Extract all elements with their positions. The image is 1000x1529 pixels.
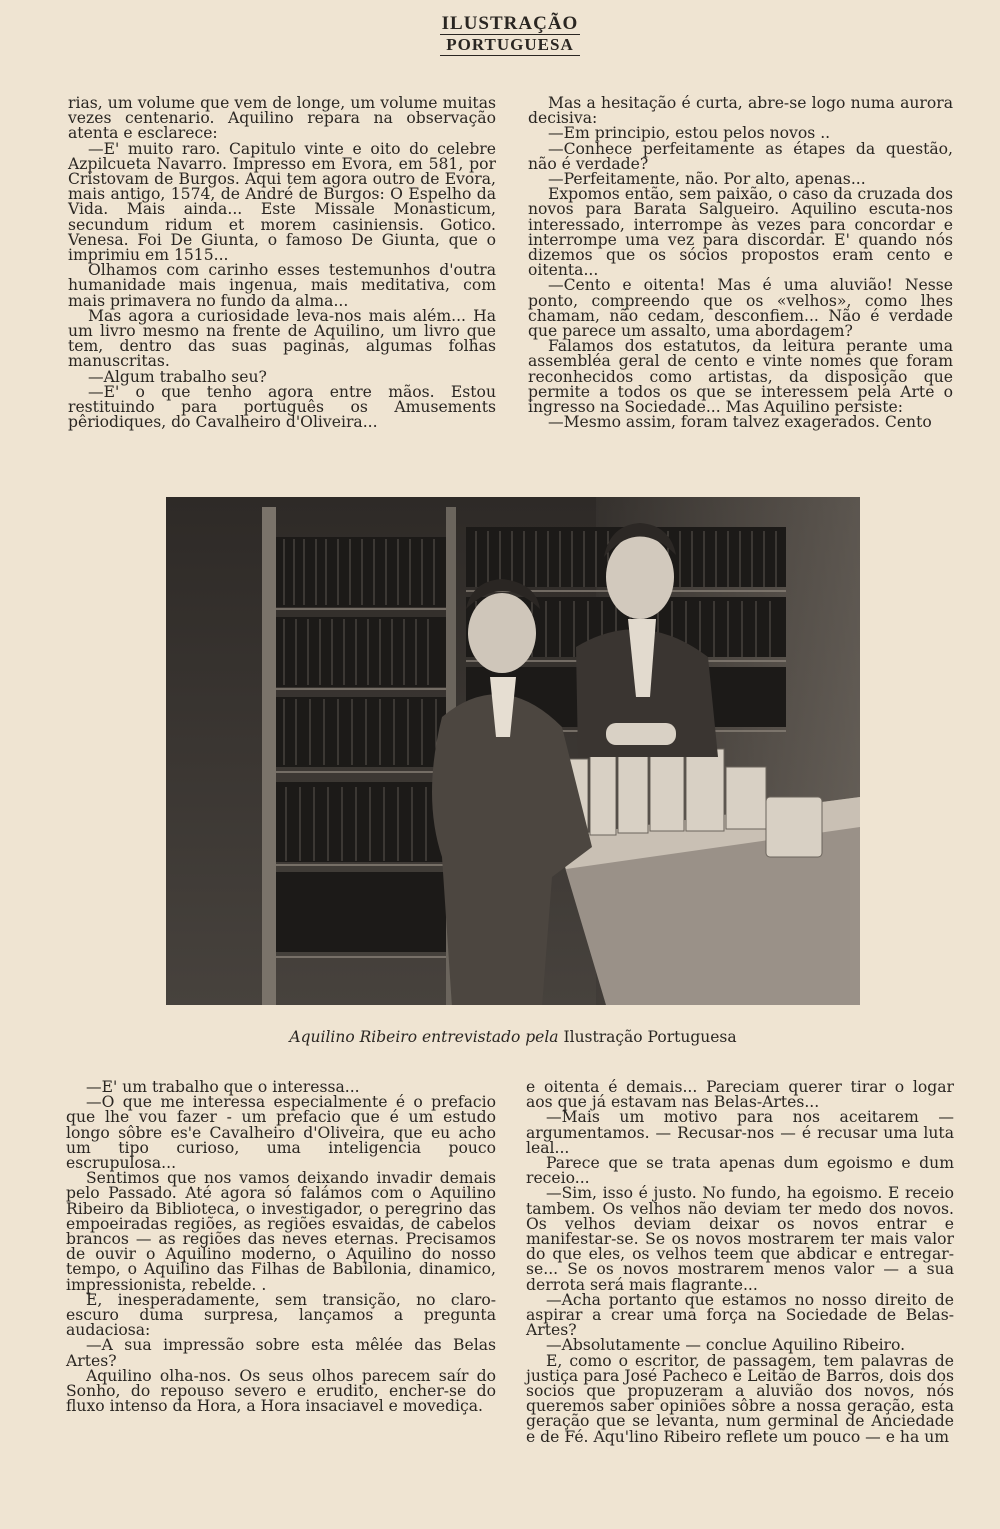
paragraph: —O que me interessa especialmente é o prefacio que lhe vou fazer - um prefacio que é um estudo longo sôbre es'e Cavalheiro d'Oliveira, que eu acho um tipo curioso, uma inteligencia pouco escrupulosa... [66,1093,496,1173]
paragraph: —Mesmo assim, foram talvez exagerados. Cento [548,413,932,432]
paragraph: —A sua impressão sobre esta mêlée das Belas Artes? [66,1336,496,1370]
paragraph: —Acha portanto que estamos no nosso direito de aspirar a crear uma força na Sociedade de Belas-Artes? [526,1290,954,1340]
paragraph: Olhamos com carinho esses testemunhos d'outra humanidade mais ingenua, mais meditativa, com mais primavera no fundo da alma... [68,261,496,310]
paragraph: Sentimos que nos vamos deixando invadir demais pelo Passado. Até agora só falámos com o Aquilino Ribeiro da Biblioteca, o investigador, o peregrino das empoeiradas regiões, as regiões esvaidas, de cabelos brancos — as regiões das neves eternas. Precisamos de ouvir o Aquilino moderno, o Aquilino do nosso tempo, o Aquilino das Filhas de Babilonia, dinamico, impressionista, rebelde. . [66,1169,496,1294]
paragraph: —Mais um motivo para nos aceitarem — argumentamos. — Recusar-nos — é recusar uma luta leal... [526,1108,954,1157]
column-bottom-left [66,1080,496,1414]
column-top-left [68,96,496,430]
masthead-line2: PORTUGUESA [440,34,580,56]
library-photo [166,497,860,1005]
masthead-logo [440,14,580,60]
caption-publication: Ilustração Portuguesa [563,1028,737,1046]
photo-caption [166,1028,860,1046]
column-bottom-right [526,1080,954,1445]
paragraph: —Absolutamente — conclue Aquilino Ribeiro. [546,1336,906,1355]
paragraph: Mas agora a curiosidade leva-nos mais além... Ha um livro mesmo na frente de Aquilino, um livro que tem, dentro das suas paginas, algumas folhas manuscritas. [68,306,496,371]
caption-italic: Aquilino Ribeiro entrevistado pela [289,1028,559,1046]
paragraph: Parece que se trata apenas dum egoismo e dum receio... [526,1154,954,1188]
paragraph: E, como o escritor, de passagem, tem palavras de justiça para José Pacheco e Leitão de Barros, dois dos socios que propuzeram a aluvião dos novos, nós queremos saber opiniões sôbre a nossa geração, esta geração que se levanta, num germinal de Anciedade e de Fé. Aqu'lino Ribeiro reflete um pouco — e ha um [526,1351,954,1446]
paragraph: —Em principio, estou pelos novos .. [548,124,831,143]
masthead-line1: ILUSTRAÇÃO [441,13,579,34]
paragraph: —E' muito raro. Capitulo vinte e oito do celebre Azpilcueta Navarro. Impresso em Evora, em 581, por Cristovam de Burgos. Aqui tem agora outro de Evora, mais antigo, 1574, de André de Burgos: O Espelho da Vida. Mais ainda... Este Missale Monasticum, secundum ridum et morem casiniensis. Gotico. Venesa. Foi De Giunta, o famoso De Giunta, que o imprimiu em 1515... [68,139,496,265]
paragraph: e oitenta é demais... Pareciam querer tirar o logar aos que já estavam nas Belas-Artes... [526,1078,954,1112]
paragraph: rias, um volume que vem de longe, um volume muitas vezes centenario. Aquilino repara na observação atenta e esclarece: [68,94,496,143]
paragraph: —Sim, isso é justo. No fundo, ha egoismo. E receio tambem. Os velhos não deviam ter medo dos novos. Os velhos deviam deixar os novos entrar e manifestar-se. Se os novos mostrarem ter mais valor do que eles, os velhos teem que abdicar e entregar-se... Se os novos mostrarem menos valor — a sua derrota será mais flagrante... [526,1184,954,1294]
paragraph: —Conhece perfeitamente as étapes da questão, não é verdade? [528,139,953,173]
paragraph: Aquilino olha-nos. Os seus olhos parecem saír do Sonho, do repouso severo e erudito, encher-se do fluxo intenso da Hora, a Hora insaciavel e movediça. [66,1366,496,1416]
paragraph: —E' o que tenho agora entre mãos. Estou restituindo para português os Amusements pêriodiques, do Cavalheiro d'Oliveira... [68,382,496,432]
paragraph: —Algum trabalho seu? [88,367,267,386]
paragraph: —Cento e oitenta! Mas é uma aluvião! Nesse ponto, compreendo que os «velhos», como lhes chamam, não cedam, desconfiem... Não é verdade que parece um assalto, uma abordagem? [528,276,953,341]
paragraph: Mas a hesitação é curta, abre-se logo numa aurora decisiva: [528,94,953,128]
paragraph: —Perfeitamente, não. Por alto, apenas... [548,170,866,189]
column-top-right [528,96,953,430]
paragraph: E, inesperadamente, sem transição, no claro-escuro duma surpresa, lançamos a pregunta audaciosa: [66,1290,496,1340]
library-photo-image [166,497,860,1005]
paragraph: Falamos dos estatutos, da leitura perante uma assembléa geral de cento e vinte nomes que foram reconhecidos como artistas, da disposição que permite a todos os que se interessem pela Arte o ingresso na Sociedade... Mas Aquilino persiste: [528,337,953,417]
paragraph: —E' um trabalho que o interessa... [86,1078,360,1096]
paragraph: Expomos então, sem paixão, o caso da cruzada dos novos para Barata Salgueiro. Aquilino escuta-nos interessado, interrompe às vezes para concordar e interrompe uma vez para discordar. E' quando nós dizemos que os sócios propostos eram cento e oitenta... [528,185,953,280]
